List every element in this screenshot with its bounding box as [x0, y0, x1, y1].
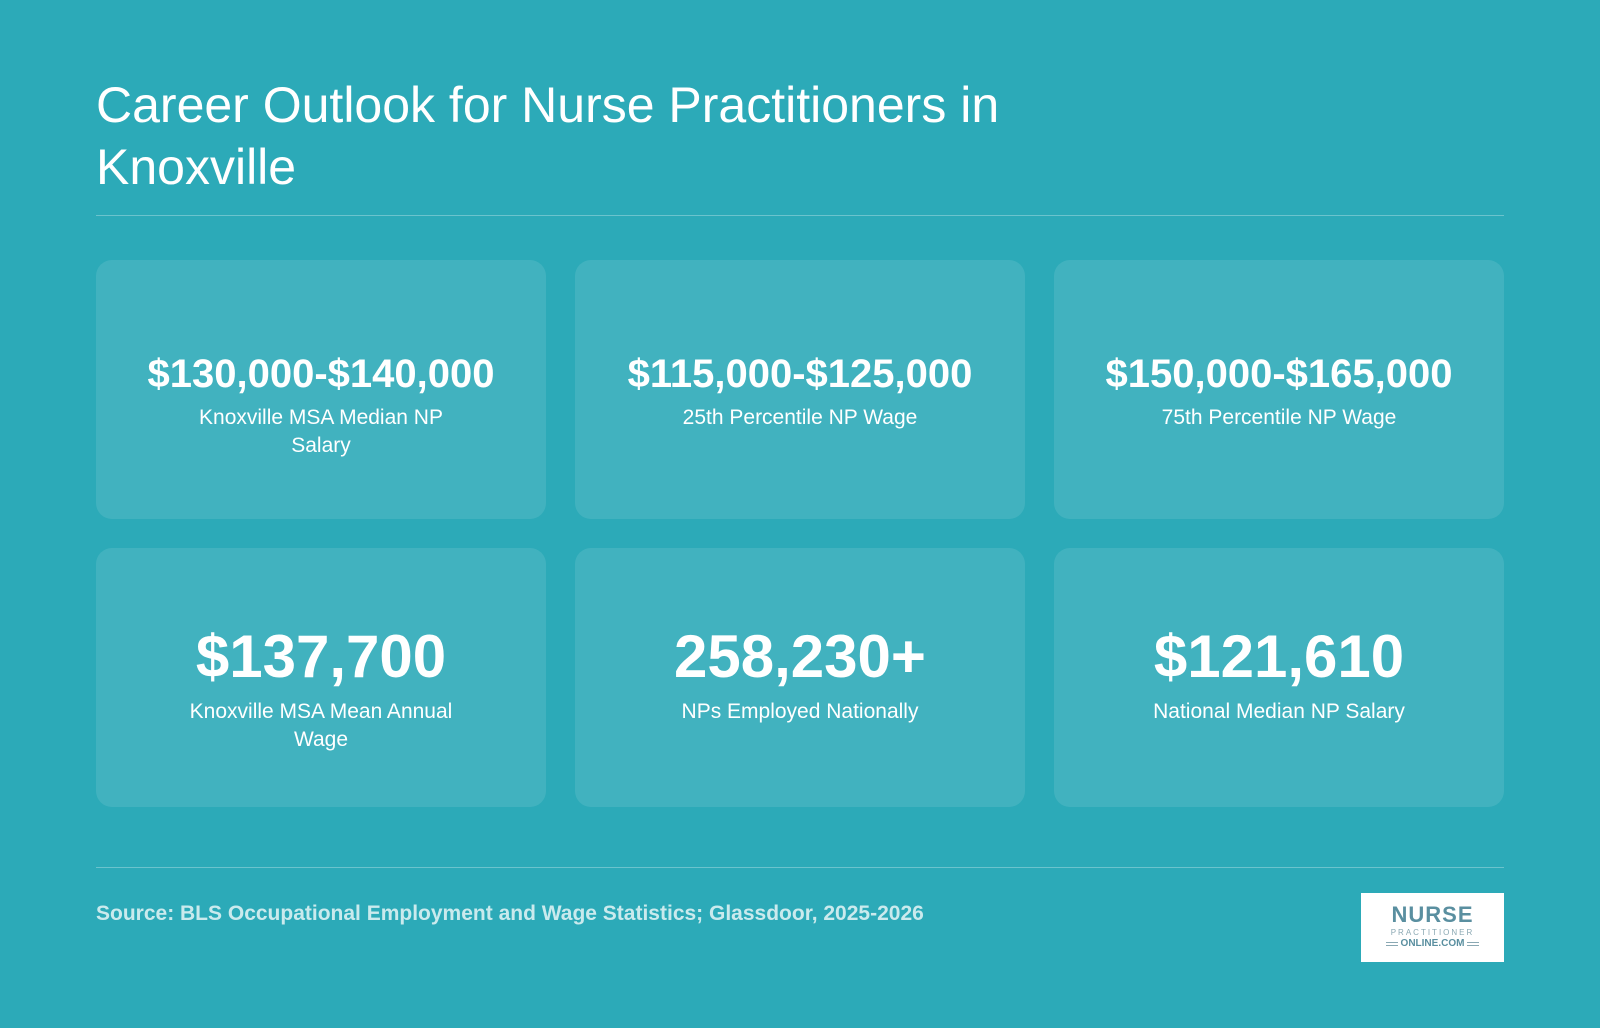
stat-value: $150,000-$165,000 [1105, 352, 1453, 396]
stat-value: 258,230+ [674, 623, 926, 690]
stat-card-mean-wage [96, 548, 546, 807]
logo-text-online-label: ONLINE.COM [1400, 938, 1465, 949]
logo-text-online [1383, 938, 1483, 950]
source-citation: Source: BLS Occupational Employment and Wage Statistics; Glassdoor, 2025-2026 [96, 902, 924, 925]
stat-label: 25th Percentile NP Wage [682, 406, 918, 429]
stat-value: $130,000-$140,000 [147, 352, 495, 396]
stat-card-25th-percentile [575, 260, 1025, 519]
bottom-divider [96, 867, 1504, 868]
stat-card-nps-employed [575, 548, 1025, 807]
stat-label: National Median NP Salary [1153, 700, 1405, 723]
stats-grid [96, 260, 1504, 807]
stat-label: Knoxville MSA Mean Annual Wage [189, 700, 453, 751]
stat-value: $115,000-$125,000 [627, 352, 973, 396]
stat-value: $137,700 [195, 623, 447, 690]
logo-dash-left [1386, 942, 1398, 946]
stat-label: NPs Employed Nationally [681, 700, 919, 723]
infographic [96, 0, 1504, 1028]
logo-text-practitioner: PRACTITIONER [1390, 928, 1475, 937]
logo-text-nurse: NURSE [1391, 902, 1474, 927]
stat-value: $121,610 [1153, 623, 1405, 690]
logo-dash-right [1467, 942, 1479, 946]
top-divider [96, 215, 1504, 216]
page-title: Career Outlook for Nurse Practitioners in Knoxville [96, 77, 1000, 195]
brand-logo [1361, 893, 1504, 962]
stat-card-75th-percentile [1054, 260, 1504, 519]
stat-card-national-median [1054, 548, 1504, 807]
stat-label: Knoxville MSA Median NP Salary [199, 406, 443, 457]
stat-label: 75th Percentile NP Wage [1161, 406, 1397, 429]
stat-card-median-salary [96, 260, 546, 519]
